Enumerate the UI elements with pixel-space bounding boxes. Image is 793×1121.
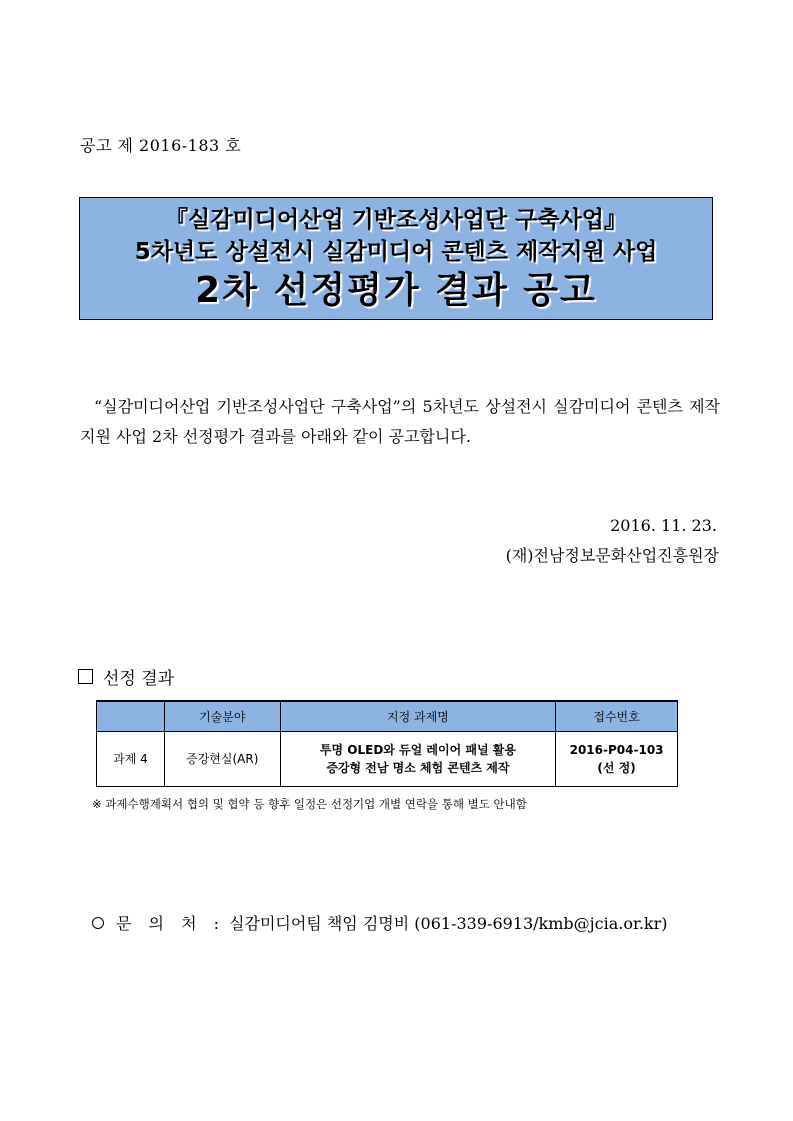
footnote: ※ 과제수행계획서 협의 및 협약 등 향후 일정은 선정기업 개별 연락을 통해 별도 안내함	[92, 797, 527, 811]
table-row	[97, 732, 678, 787]
table-header-task-name: 지정 과제명	[280, 701, 555, 732]
table-header-receipt: 접수번호	[556, 701, 678, 732]
title-line-1: 『실감미디어산업 기반조성사업단 구축사업』	[165, 206, 627, 233]
announcement-body: “실감미디어산업 기반조성사업단 구축사업”의 5차년도 상설전시 실감미디어 콘텐츠 제작지원 사업 2차 선정평가 결과를 아래와 같이 공고합니다.	[80, 397, 720, 446]
table-header-field: 기술분야	[164, 701, 280, 732]
field-cell: 증강현실(AR)	[164, 732, 280, 787]
task-name-line-2: 증강형 전남 명소 체험 콘텐츠 제작	[326, 761, 510, 775]
table-header-blank	[97, 701, 165, 732]
contact-line	[92, 911, 668, 934]
issuer-name: (재)전남정보문화산업진흥원장	[505, 546, 719, 565]
task-name-line-1: 투명 OLED와 듀얼 레이어 패널 활용	[319, 743, 516, 757]
task-name-cell	[280, 732, 555, 787]
receipt-cell	[556, 732, 678, 787]
receipt-number: 2016-P04-103	[569, 743, 664, 757]
section-title: 선정 결과	[103, 669, 175, 689]
circle-bullet-icon	[92, 917, 104, 929]
announcement-date: 2016. 11. 23.	[610, 516, 717, 535]
result-table	[96, 700, 678, 787]
checkbox-square-icon	[78, 669, 93, 684]
task-cell: 과제 4	[97, 732, 165, 787]
receipt-status: (선 정)	[597, 761, 636, 775]
notice-number: 공고 제 2016-183 호	[80, 136, 242, 155]
table-header-row	[97, 701, 678, 732]
section-heading	[78, 664, 174, 689]
contact-value: 실감미디어팀 책임 김명비 (061-339-6913/kmb@jcia.or.kr)	[229, 914, 668, 933]
title-line-2: 5차년도 상설전시 실감미디어 콘텐츠 제작지원 사업	[134, 238, 658, 265]
contact-label: 문 의 처 :	[116, 914, 226, 933]
title-banner	[79, 197, 713, 320]
title-line-3: 2차 선정평가 결과 공고	[195, 269, 597, 311]
